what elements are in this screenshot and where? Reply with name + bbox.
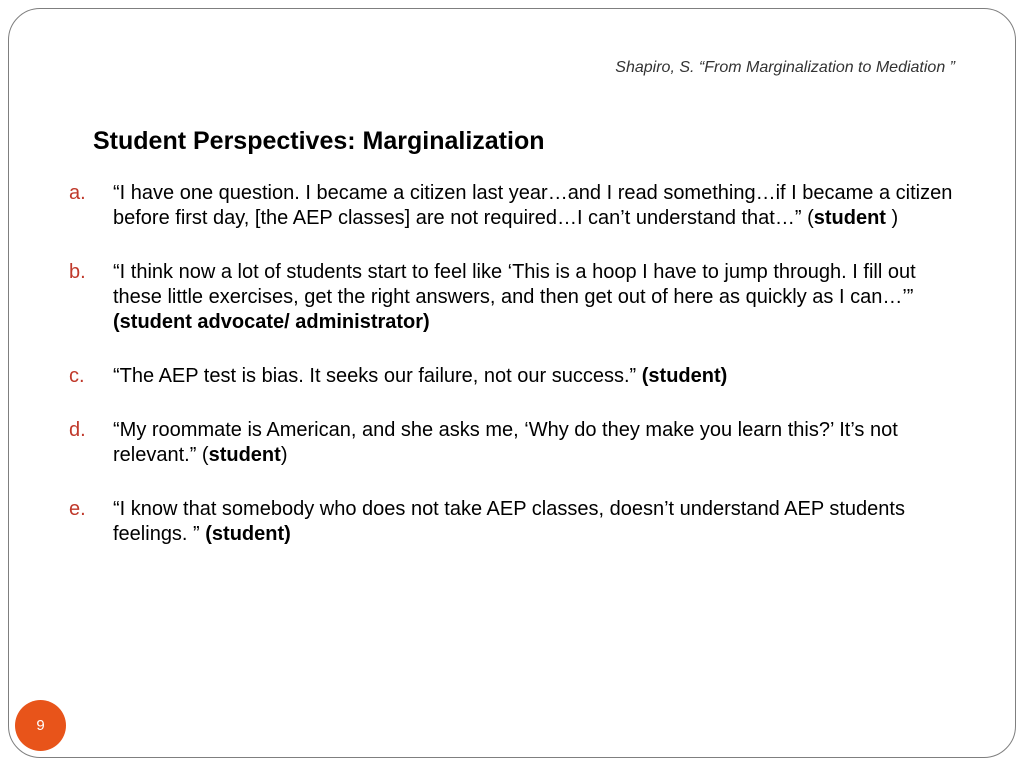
list-marker: e. [69,498,86,520]
list-item [69,418,969,468]
list-marker: b. [69,261,86,283]
speaker-label: student [813,207,886,229]
quote-body: “The AEP test is bias. It seeks our failure, not our success.” [113,365,642,387]
speaker-label: (student advocate/ administrator) [113,311,430,333]
quote-text [113,364,969,389]
citation-header: Shapiro, S. “From Marginalization to Mediation ” [615,59,955,76]
slide-title: Student Perspectives: Marginalization [93,127,545,155]
quote-body: “I think now a lot of students start to feel like ‘This is a hoop I have to jump through. I fill out these little exercises, get the right answers, and then get out of here as quickly as I can…’” [113,261,916,308]
quote-body: “I have one question. I became a citizen last year…and I read something…if I became a citizen before first day, [the AEP classes] are not required…I can’t understand that…” ( [113,182,953,229]
speaker-label: student [208,444,281,466]
quote-text [113,260,969,335]
list-item [69,260,969,335]
quote-text [113,181,969,231]
quote-body: “My roommate is American, and she asks me, ‘Why do they make you learn this?’ It’s not relevant.” ( [113,419,898,466]
quote-end: ) [885,207,899,229]
list-item [69,364,969,389]
quote-list [69,181,969,576]
list-marker: d. [69,419,86,441]
list-marker: a. [69,182,86,204]
list-item [69,181,969,231]
quote-body: “I know that somebody who does not take AEP classes, doesn’t understand AEP students feelings. ” [113,498,905,545]
speaker-label: (student) [205,523,291,545]
list-item [69,497,969,547]
quote-text [113,497,969,547]
list-marker: c. [69,365,85,387]
page-number-badge: 9 [15,700,66,751]
quote-end: ) [280,444,288,466]
quote-text [113,418,969,468]
slide-frame [8,8,1016,758]
speaker-label: (student) [641,365,728,387]
